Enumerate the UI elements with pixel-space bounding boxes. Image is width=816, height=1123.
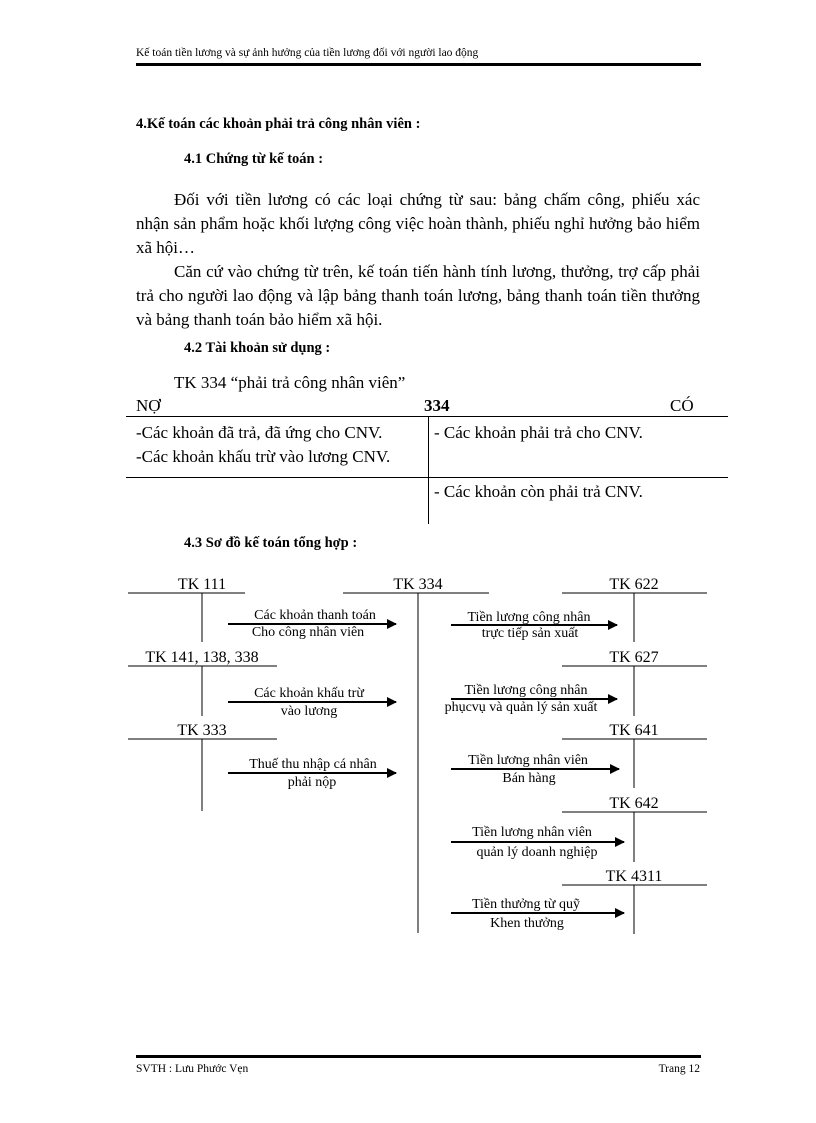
- header-rule: [136, 63, 701, 66]
- subsection-4-3-title: 4.3 Sơ đồ kế toán tổng hợp :: [184, 535, 358, 551]
- subsection-4-2-title: 4.2 Tài khoản sử dụng :: [184, 340, 331, 356]
- paragraph-2: Căn cứ vào chứng từ trên, kế toán tiến hành tính lương, thưởng, trợ cấp phải trả cho người lao động và lập bảng thanh toán lương, bảng thanh toán tiền thưởng và bảng thanh toán bảo hiểm xã hội.: [136, 262, 700, 329]
- subsection-4-1-title: 4.1 Chứng từ kế toán :: [184, 151, 324, 167]
- right-flow-4-line2: quản lý doanh nghiệp: [476, 845, 598, 860]
- right-flow-3-line2: Bán hàng: [502, 771, 556, 786]
- right-flow-1-line2: trực tiếp sản xuất: [481, 626, 579, 641]
- right-flow-2-line1: Tiền lương công nhân: [464, 683, 588, 698]
- left-flow-3-line1: Thuế thu nhập cá nhân: [249, 757, 377, 772]
- t-account-credit-label: CÓ: [670, 396, 694, 415]
- credit-item-1: - Các khoản phải trả cho CNV.: [434, 423, 643, 442]
- account-tk4311-label: TK 4311: [605, 868, 663, 885]
- accounting-diagram: [0, 570, 816, 950]
- t-account-number: 334: [424, 396, 450, 415]
- t-account-divider: [428, 416, 429, 524]
- account-caption: TK 334 “phải trả công nhân viên”: [174, 373, 406, 392]
- t-account-balance-line: [126, 477, 728, 478]
- credit-balance: - Các khoản còn phải trả CNV.: [434, 482, 643, 501]
- left-flow-3-line2: phải nộp: [287, 775, 337, 790]
- left-flow-2-line1: Các khoản khấu trừ: [254, 686, 364, 701]
- right-flow-4-line1: Tiền lương nhân viên: [472, 825, 592, 840]
- right-flow-1-line1: Tiền lương công nhân: [467, 610, 591, 625]
- left-flow-1-line1: Các khoản thanh toán: [254, 608, 376, 623]
- account-tk334-label: TK 334: [393, 576, 443, 593]
- debit-item-1: -Các khoản đã trả, đã ứng cho CNV.: [136, 423, 383, 442]
- right-flow-2-line2: phụcvụ và quản lý sản xuất: [444, 700, 598, 715]
- debit-item-2: -Các khoản khấu trừ vào lương CNV.: [136, 447, 391, 466]
- footer-page-number: Trang 12: [658, 1063, 700, 1075]
- account-tk622-label: TK 622: [609, 576, 659, 593]
- paragraph-1: Đối với tiền lương có các loại chứng từ sau: bảng chấm công, phiếu xác nhận sản phẩm hoặc khối lượng công việc hoàn thành, phiếu nghỉ hưởng bảo hiểm xã hội…: [136, 190, 700, 257]
- t-account-top-line: [126, 416, 728, 417]
- left-flow-1-line2: Cho công nhân viên: [251, 625, 365, 640]
- right-flow-3-line1: Tiền lương nhân viên: [468, 753, 588, 768]
- paragraph-vouchers: [136, 188, 700, 332]
- section-title: 4.Kế toán các khoản phải trả công nhân viên :: [136, 116, 421, 132]
- account-tk333-label: TK 333: [177, 722, 227, 739]
- account-tk642-label: TK 642: [609, 795, 659, 812]
- left-flow-2-line2: vào lương: [280, 704, 338, 719]
- page-header-title: Kế toán tiền lương và sự ảnh hưởng của tiền lương đối với người lao động: [136, 47, 479, 59]
- footer-rule: [136, 1055, 701, 1058]
- account-tk627-label: TK 627: [609, 649, 659, 666]
- footer-author: SVTH : Lưu Phước Vẹn: [136, 1063, 249, 1075]
- account-tk141-label: TK 141, 138, 338: [145, 649, 259, 666]
- account-tk111-label: TK 111: [177, 576, 227, 593]
- account-tk641-label: TK 641: [609, 722, 659, 739]
- t-account-debit-label: NỢ: [136, 396, 161, 415]
- right-flow-5-line2: Khen thưởng: [490, 916, 564, 931]
- right-flow-5-line1: Tiền thưởng từ quỹ: [471, 897, 581, 912]
